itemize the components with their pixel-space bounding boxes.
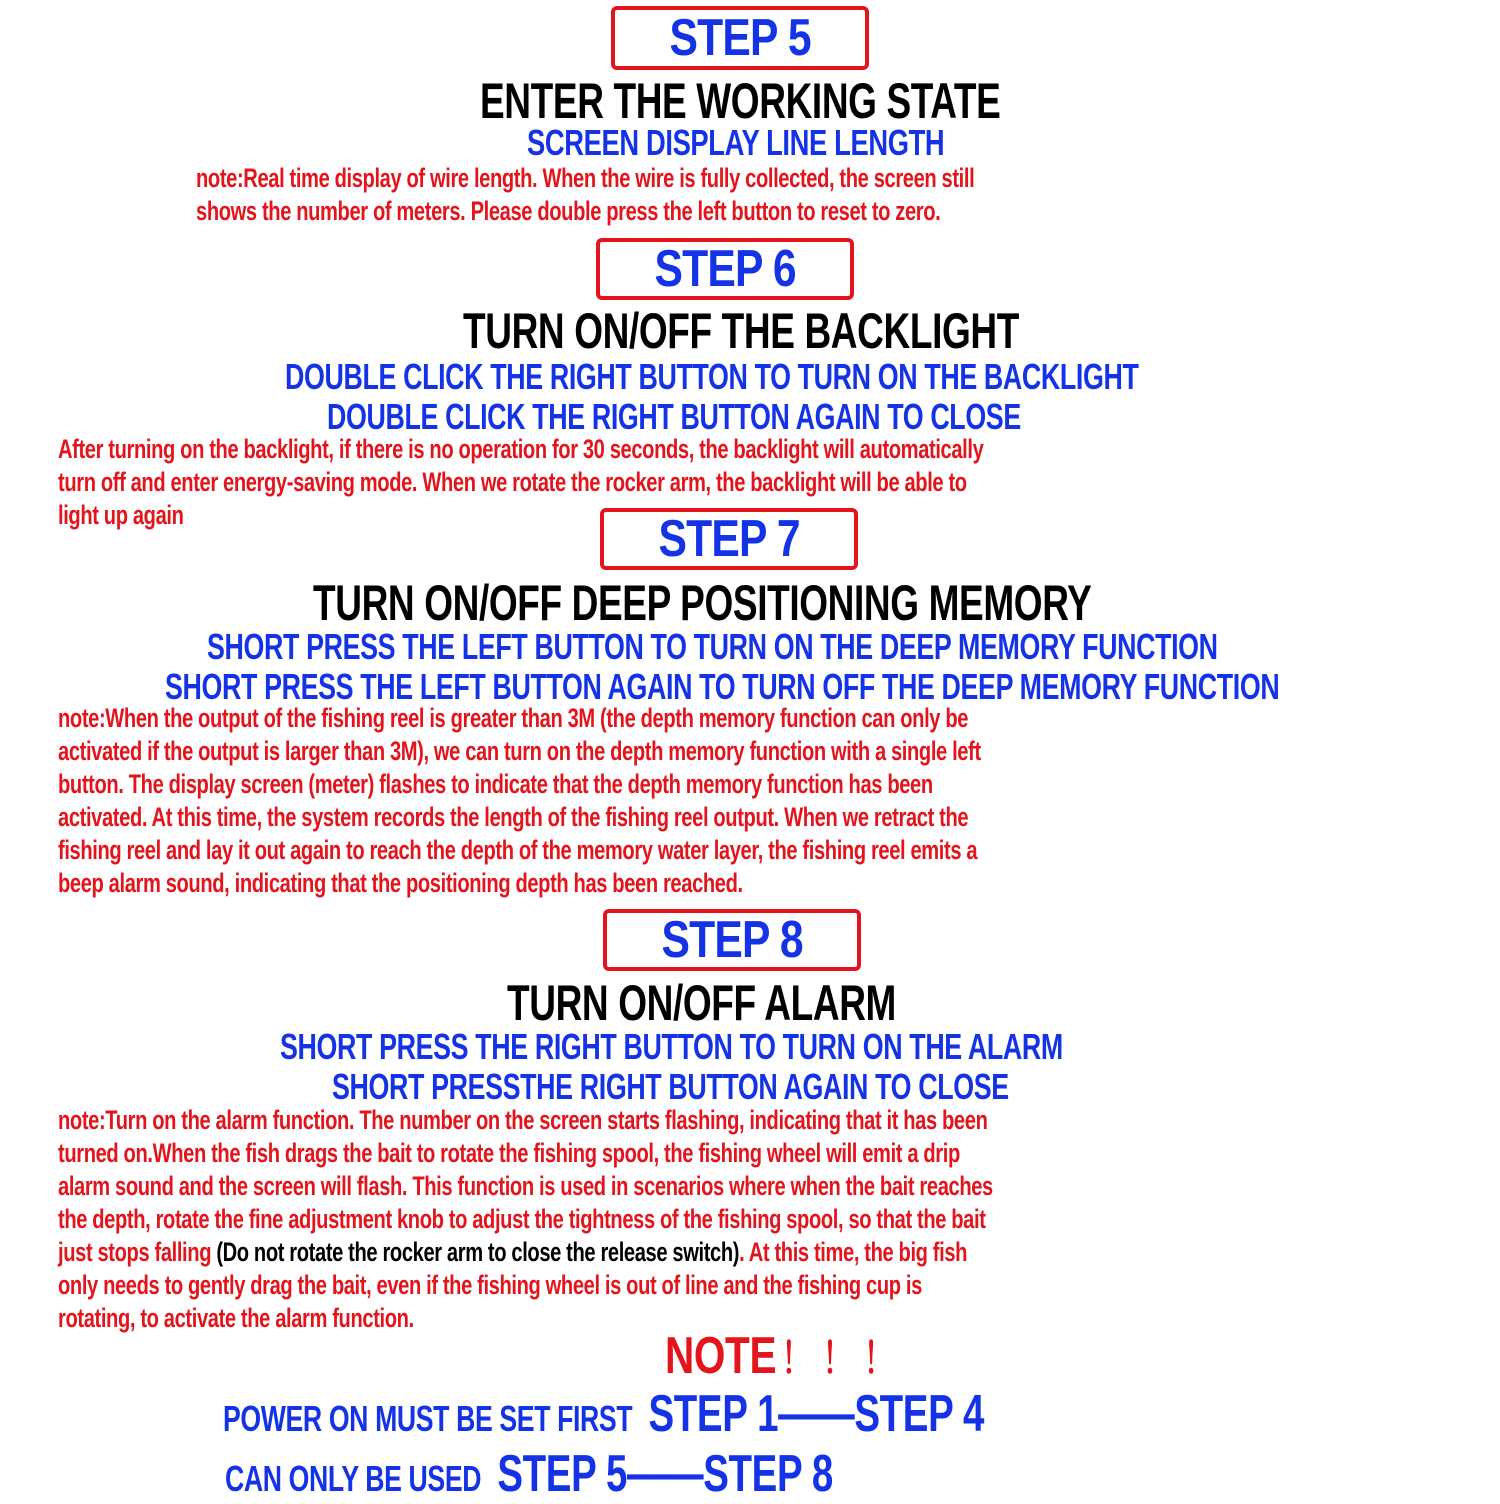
final-note-heading bbox=[665, 1326, 960, 1386]
step7-note-line-6: beep alarm sound, indicating that the positioning depth has been reached. bbox=[58, 868, 743, 898]
step8-box bbox=[603, 909, 861, 971]
final-note-line-1-range: STEP 1——STEP 4 bbox=[648, 1385, 985, 1443]
final-note-line-2-prefix: CAN ONLY BE USED bbox=[225, 1458, 482, 1499]
step5-title: ENTER THE WORKING STATE bbox=[480, 73, 1001, 129]
step8-note-line-1: note:Turn on the alarm function. The number on the screen starts flashing, indicating that it has been bbox=[58, 1105, 988, 1135]
step8-note-line-5-black: (Do not rotate the rocker arm to close the release switch) bbox=[216, 1237, 740, 1267]
step5-box bbox=[611, 6, 869, 70]
step7-label: STEP 7 bbox=[658, 510, 800, 568]
step8-note-line-6: only needs to gently drag the bait, even if the fishing wheel is out of line and the fishing cup is bbox=[58, 1270, 922, 1300]
step8-instruction-2: SHORT PRESSTHE RIGHT BUTTON AGAIN TO CLOSE bbox=[332, 1066, 1009, 1107]
final-note-line-2-range: STEP 5——STEP 8 bbox=[497, 1445, 833, 1503]
step6-instruction-2: DOUBLE CLICK THE RIGHT BUTTON AGAIN TO CLOSE bbox=[327, 396, 1021, 437]
step5-note-line-2: shows the number of meters. Please double press the left button to reset to zero. bbox=[196, 196, 941, 226]
step7-note-line-3: button. The display screen (meter) flashes to indicate that the depth memory function has been bbox=[58, 769, 933, 799]
step7-instruction-1: SHORT PRESS THE LEFT BUTTON TO TURN ON THE DEEP MEMORY FUNCTION bbox=[207, 626, 1218, 667]
step5-label: STEP 5 bbox=[669, 9, 811, 67]
step8-instruction-1: SHORT PRESS THE RIGHT BUTTON TO TURN ON THE ALARM bbox=[280, 1026, 1063, 1067]
step5-note-line-1: note:Real time display of wire length. When the wire is fully collected, the screen still bbox=[196, 163, 975, 193]
step6-note-line-1: After turning on the backlight, if there is no operation for 30 seconds, the backlight will automatically bbox=[58, 434, 984, 464]
step6-note-line-2: turn off and enter energy-saving mode. When we rotate the rocker arm, the backlight will be able to bbox=[58, 467, 967, 497]
step7-note-line-4: activated. At this time, the system records the length of the fishing reel output. When we retract the bbox=[58, 802, 969, 832]
step7-title: TURN ON/OFF DEEP POSITIONING MEMORY bbox=[313, 575, 1092, 631]
step8-note-line-5 bbox=[58, 1237, 1278, 1268]
step8-note-line-5-red: just stops falling bbox=[58, 1237, 217, 1267]
step7-instruction-2: SHORT PRESS THE LEFT BUTTON AGAIN TO TURN OFF THE DEEP MEMORY FUNCTION bbox=[165, 666, 1280, 707]
step8-note-line-5-red2: . At this time, the big fish bbox=[739, 1237, 968, 1267]
step5-subtitle: SCREEN DISPLAY LINE LENGTH bbox=[527, 122, 945, 163]
step8-label: STEP 8 bbox=[661, 911, 803, 969]
final-note-line-1 bbox=[223, 1384, 1251, 1444]
step6-instruction-1: DOUBLE CLICK THE RIGHT BUTTON TO TURN ON THE BACKLIGHT bbox=[285, 356, 1139, 397]
step8-title: TURN ON/OFF ALARM bbox=[507, 975, 897, 1031]
step8-note-line-3: alarm sound and the screen will flash. This function is used in scenarios where when the bait reaches bbox=[58, 1171, 993, 1201]
final-note-line-2 bbox=[225, 1444, 1047, 1504]
final-note-line-1-prefix: POWER ON MUST BE SET FIRST bbox=[223, 1398, 633, 1439]
step6-box bbox=[596, 238, 854, 300]
step8-note-line-7: rotating, to activate the alarm function. bbox=[58, 1303, 414, 1333]
final-note-marks: ！ ！ ！ bbox=[780, 1335, 896, 1382]
step6-note-line-3: light up again bbox=[58, 500, 184, 530]
step7-note-line-2: activated if the output is larger than 3M), we can turn on the depth memory function with a single left bbox=[58, 736, 981, 766]
step8-note-line-2: turned on.When the fish drags the bait to rotate the fishing spool, the fishing wheel will emit a drip bbox=[58, 1138, 960, 1168]
final-note-title: NOTE bbox=[665, 1327, 777, 1385]
step6-label: STEP 6 bbox=[654, 240, 796, 298]
step6-title: TURN ON/OFF THE BACKLIGHT bbox=[463, 303, 1019, 359]
step7-box bbox=[600, 508, 858, 570]
step8-note-line-4: the depth, rotate the fine adjustment knob to adjust the tightness of the fishing spool, so that the bait bbox=[58, 1204, 986, 1234]
step7-note-line-1: note:When the output of the fishing reel is greater than 3M (the depth memory function can only be bbox=[58, 703, 969, 733]
step7-note-line-5: fishing reel and lay it out again to reach the depth of the memory water layer, the fishing reel emits a bbox=[58, 835, 978, 865]
